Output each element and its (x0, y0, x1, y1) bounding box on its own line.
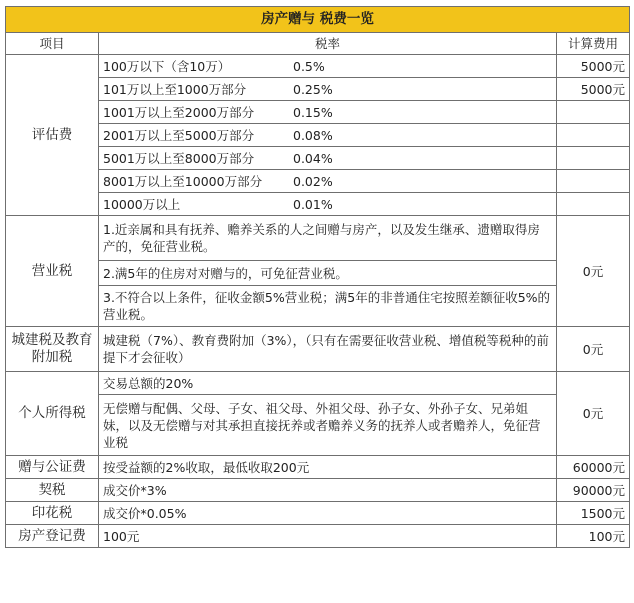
business-tax-rule: 3.不符合以上条件，征收金额5%营业税；满5年的非普通住宅按照差额征收5%的营业税。 (99, 286, 557, 327)
appraisal-rate-cell (99, 55, 557, 78)
business-tax-fee: 0元 (557, 216, 630, 327)
header-rate: 税率 (99, 33, 557, 55)
appraisal-row (6, 170, 630, 193)
registration-fee-value: 100元 (557, 525, 630, 548)
stamp-tax-row (6, 502, 630, 525)
registration-fee-row (6, 525, 630, 548)
business-tax-label: 营业税 (6, 216, 99, 327)
notary-fee-label: 赠与公证费 (6, 456, 99, 479)
appraisal-rate: 0.25% (293, 81, 333, 97)
business-tax-row (6, 261, 630, 286)
deed-tax-value: 90000元 (557, 479, 630, 502)
appraisal-rate-cell (99, 78, 557, 101)
appraisal-rate-cell (99, 170, 557, 193)
income-tax-rule: 交易总额的20% (99, 372, 557, 395)
appraisal-label: 评估费 (6, 55, 99, 216)
urban-tax-label: 城建税及教育附加税 (6, 327, 99, 372)
appraisal-rate: 0.15% (293, 104, 333, 120)
header-item: 项目 (6, 33, 99, 55)
stamp-tax-text: 成交价*0.05% (99, 502, 557, 525)
income-tax-fee: 0元 (557, 372, 630, 456)
appraisal-rate: 0.01% (293, 196, 333, 212)
business-tax-rule: 2.满5年的住房对对赠与的，可免征营业税。 (99, 261, 557, 286)
appraisal-range: 1001万以上至2000万部分 (103, 104, 255, 120)
appraisal-row (6, 193, 630, 216)
appraisal-rate-cell (99, 101, 557, 124)
appraisal-fee: 5000元 (557, 55, 630, 78)
income-tax-row (6, 395, 630, 456)
registration-fee-text: 100元 (99, 525, 557, 548)
notary-fee-row (6, 456, 630, 479)
appraisal-fee (557, 124, 630, 147)
income-tax-rule: 无偿赠与配偶、父母、子女、祖父母、外祖父母、孙子女、外孙子女、兄弟姐妹，以及无偿赠与对其承担直接抚养或者赡养义务的抚养人或者赡养人，免征营业税 (99, 395, 557, 456)
appraisal-rate-cell (99, 147, 557, 170)
appraisal-range: 101万以上至1000万部分 (103, 81, 247, 97)
income-tax-row (6, 372, 630, 395)
appraisal-row (6, 55, 630, 78)
appraisal-fee (557, 147, 630, 170)
appraisal-range: 100万以下（含10万） (103, 58, 231, 74)
urban-tax-fee: 0元 (557, 327, 630, 372)
header-row (6, 33, 630, 55)
appraisal-range: 8001万以上至10000万部分 (103, 173, 263, 189)
income-tax-label: 个人所得税 (6, 372, 99, 456)
appraisal-range: 10000万以上 (103, 196, 181, 212)
appraisal-fee: 5000元 (557, 78, 630, 101)
header-fee: 计算费用 (557, 33, 630, 55)
registration-fee-label: 房产登记费 (6, 525, 99, 548)
appraisal-fee (557, 170, 630, 193)
deed-tax-label: 契税 (6, 479, 99, 502)
business-tax-row (6, 216, 630, 261)
appraisal-rate-cell (99, 193, 557, 216)
appraisal-rate: 0.5% (293, 58, 325, 74)
urban-tax-text: 城建税（7%）、教育费附加（3%），（只有在需要征收营业税、增值税等税种的前提下才会征收） (99, 327, 557, 372)
appraisal-rate-cell (99, 124, 557, 147)
urban-tax-row (6, 327, 630, 372)
appraisal-range: 2001万以上至5000万部分 (103, 127, 255, 143)
business-tax-row (6, 286, 630, 327)
deed-tax-row (6, 479, 630, 502)
appraisal-rate: 0.08% (293, 127, 333, 143)
appraisal-row (6, 147, 630, 170)
appraisal-row (6, 124, 630, 147)
table-title: 房产赠与 税费一览 (6, 7, 630, 33)
appraisal-row (6, 78, 630, 101)
notary-fee-text: 按受益额的2%收取，最低收取200元 (99, 456, 557, 479)
appraisal-range: 5001万以上至8000万部分 (103, 150, 255, 166)
deed-tax-text: 成交价*3% (99, 479, 557, 502)
appraisal-fee (557, 101, 630, 124)
appraisal-rate: 0.02% (293, 173, 333, 189)
title-row (6, 7, 630, 33)
notary-fee-value: 60000元 (557, 456, 630, 479)
tax-fee-table (5, 6, 630, 548)
stamp-tax-label: 印花税 (6, 502, 99, 525)
appraisal-fee (557, 193, 630, 216)
appraisal-rate: 0.04% (293, 150, 333, 166)
stamp-tax-value: 1500元 (557, 502, 630, 525)
appraisal-row (6, 101, 630, 124)
business-tax-rule: 1.近亲属和具有抚养、赡养关系的人之间赠与房产，以及发生继承、遗赠取得房产的，免征营业税。 (99, 216, 557, 261)
